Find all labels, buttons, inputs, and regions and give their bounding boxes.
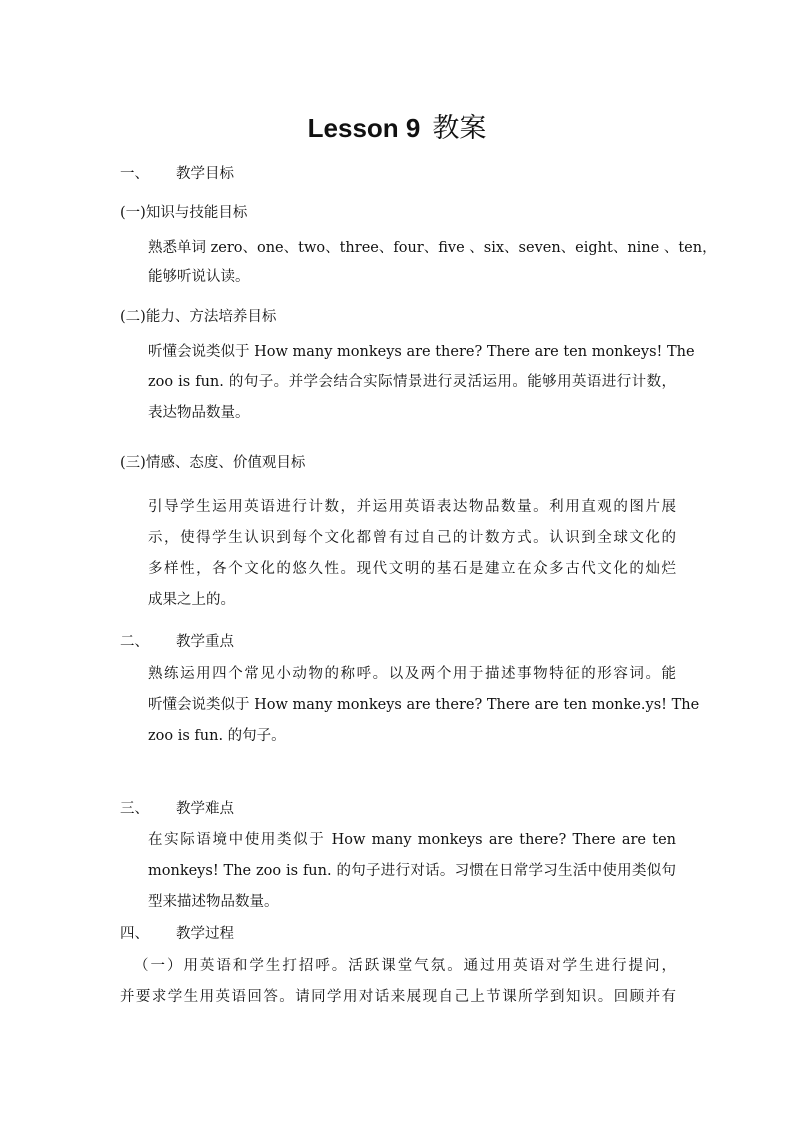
section-4-text-line-1: （一）用英语和学生打招呼。活跃课堂气氛。通过用英语对学生进行提问， [134,958,676,974]
section-1-title: 教学目标 [176,166,234,182]
sub-3-text-line-3: 多样性，各个文化的悠久性。现代文明的基石是建立在众多古代文化的灿烂 [148,561,676,577]
sub-3-text-line-4: 成果之上的。 [148,592,235,608]
section-2-text-line-2: 听懂会说类似于 How many monkeys are there? There are ten monke.ys! The [148,697,700,713]
section-3-heading [120,799,234,819]
section-3-title: 教学难点 [176,801,234,817]
sub-3-text-line-1: 引导学生运用英语进行计数，并运用英语表达物品数量。利用直观的图片展 [148,499,676,515]
sub-1-label: (一)知识与技能目标 [120,205,248,221]
section-3-text-line-2: monkeys! The zoo is fun. 的句子进行对话。习惯在日常学习生活中使用类似句 [148,863,676,879]
sub-2-text-line-3: 表达物品数量。 [148,405,250,421]
sub-2-text-line-1: 听懂会说类似于 How many monkeys are there? There are ten monkeys! The [148,344,695,360]
section-3-text-line-1: 在实际语境中使用类似于 How many monkeys are there? There are ten [148,832,676,848]
title-english: Lesson 9 [307,113,421,143]
sub-1-text-line-1: 熟悉单词 zero、one、two、three、four、five 、six、seven、eight、nine 、ten， [148,240,717,256]
section-2-text-line-1: 熟练运用四个常见小动物的称呼。以及两个用于描述事物特征的形容词。能 [148,666,676,682]
section-3-text-line-3: 型来描述物品数量。 [148,894,279,910]
sub-2-text-line-2: zoo is fun. 的句子。并学会结合实际情景进行灵活运用。能够用英语进行计数， [148,374,676,390]
section-4-number: 四、 [120,926,149,942]
section-1-heading [120,164,234,184]
section-2-title: 教学重点 [176,634,234,650]
title-chinese: 教案 [432,113,487,144]
section-1-number: 一、 [120,166,149,182]
page-title [0,106,794,145]
sub-3-text-line-2: 示，使得学生认识到每个文化都曾有过自己的计数方式。认识到全球文化的 [148,530,676,546]
section-2-text-line-3: zoo is fun. 的句子。 [148,728,286,744]
section-3-number: 三、 [120,801,149,817]
section-4-title: 教学过程 [176,926,234,942]
section-2-heading [120,632,234,652]
sub-3-label: (三)情感、态度、价值观目标 [120,455,306,471]
section-4-heading [120,924,234,944]
section-2-number: 二、 [120,634,149,650]
sub-1-text-line-2: 能够听说认读。 [148,269,250,285]
sub-2-label: (二)能力、方法培养目标 [120,309,277,325]
section-4-text-line-2: 并要求学生用英语回答。请同学用对话来展现自己上节课所学到知识。回顾并有 [120,989,676,1005]
